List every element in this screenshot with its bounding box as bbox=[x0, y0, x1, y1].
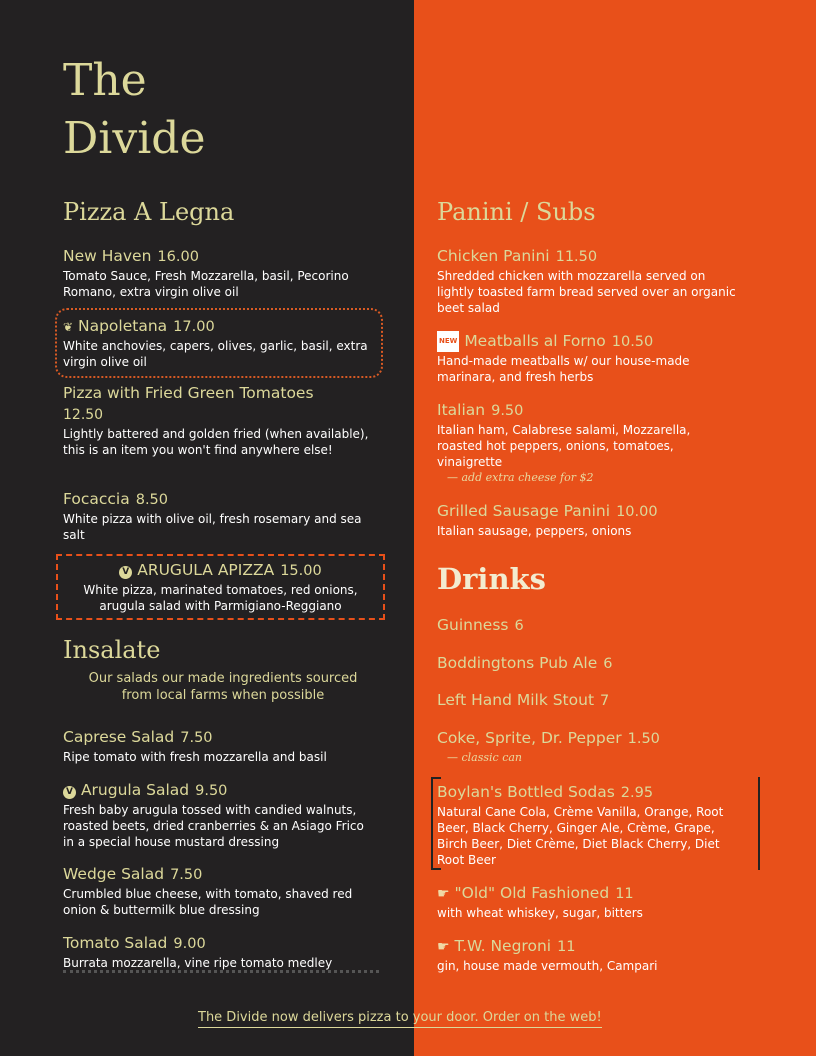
drink-boddingtons: Boddingtons Pub Ale 6 bbox=[437, 654, 613, 672]
menu-item-arugula-salad: V Arugula Salad 9.50 Fresh baby arugula tossed with candied walnuts, roasted beets, dried cranberries & an Asiago Frico in a special house mustard dressing bbox=[63, 781, 364, 849]
drink-guinness: Guinness 6 bbox=[437, 616, 524, 634]
menu-item-focaccia: Focaccia 8.50 White pizza with olive oil, fresh rosemary and sea salt bbox=[63, 490, 362, 542]
drink-old-fashioned: ☛ "Old" Old Fashioned 11 with wheat whiskey, sugar, bitters bbox=[437, 884, 643, 920]
restaurant-title: The Divide bbox=[63, 55, 206, 164]
section-heading-pizza: Pizza A Legna bbox=[63, 198, 235, 226]
menu-item-meatballs: NEW Meatballs al Forno 10.50 Hand-made meatballs w/ our house-made marinara, and fresh herbs bbox=[437, 332, 690, 384]
section-heading-insalate: Insalate bbox=[63, 636, 161, 664]
menu-item-caprese: Caprese Salad 7.50 Ripe tomato with fresh mozzarella and basil bbox=[63, 728, 327, 764]
vegetarian-icon: V bbox=[63, 786, 76, 799]
section-heading-panini: Panini / Subs bbox=[437, 198, 596, 226]
leaf-icon: ❦ bbox=[63, 320, 74, 334]
pointing-hand-icon: ☛ bbox=[437, 939, 450, 955]
section-heading-drinks: Drinks bbox=[437, 562, 546, 596]
vegetarian-icon: V bbox=[119, 566, 132, 579]
menu-item-tomato-salad: Tomato Salad 9.00 Burrata mozzarella, vine ripe tomato medley bbox=[63, 934, 333, 970]
menu-item-arugula-apizza: V ARUGULA APIZZA 15.00 White pizza, marinated tomatoes, red onions, arugula salad with Parmigiano-Reggiano bbox=[56, 554, 385, 620]
pointing-hand-icon: ☛ bbox=[437, 886, 450, 902]
menu-item-sausage-panini: Grilled Sausage Panini 10.00 Italian sausage, peppers, onions bbox=[437, 502, 658, 538]
delivery-link[interactable]: The Divide now delivers pizza to your door. Order on the web! bbox=[198, 1010, 602, 1028]
drink-sodas: Coke, Sprite, Dr. Pepper 1.50 — classic can bbox=[437, 729, 660, 764]
menu-item-new-haven: New Haven 16.00 Tomato Sauce, Fresh Mozzarella, basil, Pecorino Romano, extra virgin olive oil bbox=[63, 247, 349, 299]
drink-boylans: Boylan's Bottled Sodas 2.95 Natural Cane Cola, Crème Vanilla, Orange, Root Beer, Black Cherry, Ginger Ale, Crème, Grape, Birch Beer, Diet Crème, Diet Black Cherry, Diet Root Beer bbox=[437, 783, 724, 867]
menu-item-fried-green-tomatoes: Pizza with Fried Green Tomatoes 12.50 Lightly battered and golden fried (when available), this is an item you won't find anywhere else! bbox=[63, 384, 369, 457]
menu-item-italian: Italian 9.50 Italian ham, Calabrese salami, Mozzarella, roasted hot peppers, onions, tomatoes, vinaigrette — add extra cheese for $2 bbox=[437, 401, 691, 484]
drink-milk-stout: Left Hand Milk Stout 7 bbox=[437, 691, 610, 709]
drink-negroni: ☛ T.W. Negroni 11 gin, house made vermouth, Campari bbox=[437, 937, 658, 973]
menu-item-wedge-salad: Wedge Salad 7.50 Crumbled blue cheese, with tomato, shaved red onion & buttermilk blue dressing bbox=[63, 865, 353, 917]
menu-item-chicken-panini: Chicken Panini 11.50 Shredded chicken with mozzarella served on lightly toasted farm bread served over an organic beet salad bbox=[437, 247, 736, 315]
insalate-intro: Our salads our made ingredients sourced from local farms when possible bbox=[88, 671, 358, 703]
new-badge: NEW bbox=[437, 331, 459, 352]
menu-item-napoletana: ❦ Napoletana 17.00 White anchovies, capers, olives, garlic, basil, extra virgin olive oil bbox=[55, 308, 383, 378]
divider bbox=[63, 970, 379, 973]
